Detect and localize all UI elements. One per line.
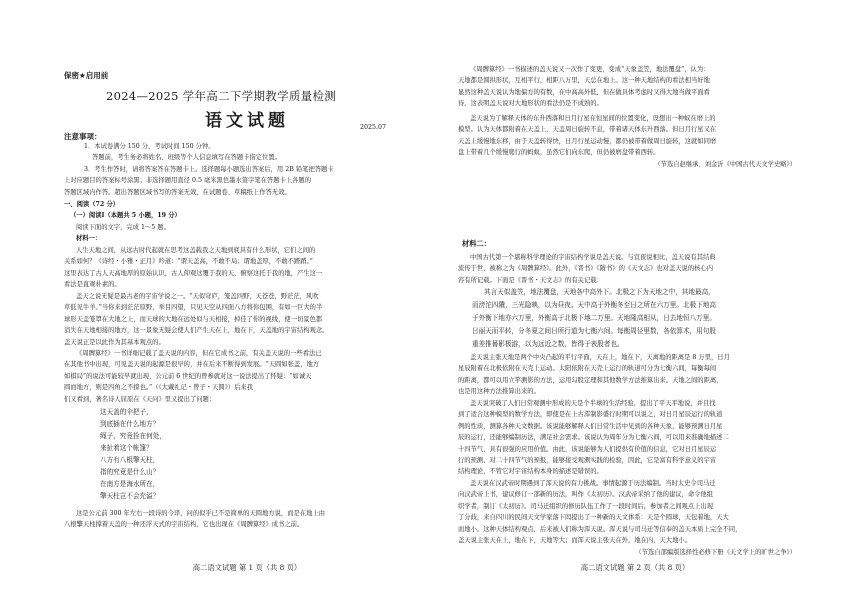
source-block <box>458 547 824 558</box>
material-label: 材料二： <box>462 239 491 248</box>
paragraph-6 <box>458 478 824 546</box>
paragraph-1 <box>64 245 430 291</box>
text-line: 消失在天地相接的地方，这一景象无疑会使人们产生天在上，地在下，天盖地的宇宙结构观念。 <box>64 327 329 335</box>
paragraph-5 <box>458 398 824 478</box>
text-line: 显然这种盖天说认为地偏方的有数，在中高高外低，但在做具体考虑时又得大地当做平面看 <box>458 88 710 96</box>
text-line: 了分歧，来自四川的民间天文学家落下闳提出了一种新的天文体系：天是个圆球，天包着地，天大 <box>458 514 729 522</box>
text-line: 圆而地方，则是四角之不揜也。”（《大戴礼记・曾子・天圆》）后来我 <box>64 384 253 392</box>
text-line: 天地都是圆拱形状，互相平行，相距八万里，天总在地上。这一种天地结构的看法相当好地 <box>458 77 710 85</box>
quote-line: 于外衡下地亦六万里，外衡高于北极下地二万里。天地隆高相从，日去地恒八万里。 <box>472 314 716 322</box>
source-citation: （节选自部编版选择性必修下册《天文学上的旷世之争》） <box>635 549 796 556</box>
text-line: 球形天盖笼罩在大地之上，而天球的大地在远处似与天相接，掉佳了你的视线，使一切景色都 <box>64 315 323 323</box>
poem-line: 到底插在什么地方？ <box>100 420 160 428</box>
text-line: 结构理论，不管它对宇宙结构本身的描述是错误的。 <box>458 468 603 476</box>
text-line: 盖天说在汉武帝时期遇到了浑天说的有力挑战。事情起源于历法编制。当时太史令司马迁 <box>470 480 716 487</box>
notes-heading: 注意事项： <box>64 132 102 141</box>
text-line: 盖天之说无疑是最古老的宇宙学说之一。“天似穹庐，笼盖四野，天苍苍，野茫茫，风吹 <box>76 293 319 300</box>
note-line: 上对应题目的答案标号涂黑；非选择题用直径 0.5 毫米黑色墨水签字笔在答题卡上各题的 <box>64 177 312 185</box>
page-1 <box>60 0 434 608</box>
text-line: 中国古代第一个堪称科学理论的宇宙结构学说是盖天说。与宣夜说相比，盖天说有其结典 <box>470 254 716 261</box>
text-line: 《周髀算经》一书详细记载了盖天说的内容，但在它成书之前，有关盖天说的一些看法已 <box>76 350 322 357</box>
poem-line: 擎天柱岂不会充溢？ <box>100 492 160 500</box>
quote-line: 而滂沱四隤，三光隐映，以为昼夜。天中高于外衡冬至日之所在六万里。北极下地高 <box>472 301 716 309</box>
text-line: 草低见牛羊。”当你来到茫茫原野，举目四望，只见天空从四面八方将你包围，有如一巨大的半 <box>64 304 323 312</box>
exam-date: 2025.07 <box>360 124 387 131</box>
text-line: 到了适合这种模型的数学方法，即使是在上古浑制影盛行时期可以说之，对日月星辰运行的轨道 <box>458 411 723 419</box>
text-line: 盖天说主张天在上，地在下，天地等大；而浑天说主张天在外，地在内，天大地小。 <box>458 537 691 545</box>
note-line: 1．本试卷满分 150 分，考试时间 150 分钟。 <box>84 143 215 150</box>
quote-line: 重差推晷影极游，以为远近之数，皆得于表股者也。 <box>472 340 624 348</box>
text-line: 八根擎天柱撑着天盖的一种还浮天式的宇宙结构，它也出现在《周髀算经》成书之前。 <box>64 521 304 529</box>
text-line: 盖天说主张天地是两个中央凸起的平行平面，天在上，地在下，天离地的距离是 8 万里，日月 <box>470 354 730 361</box>
text-line: 也是用这种方法推算出来的。 <box>458 388 540 396</box>
material-label: 材料一： <box>76 235 102 243</box>
text-line: 盖天说为了解释天体的东升西落和日月行星在恒星间的位置变化，设想出一种蚁在磨上的 <box>470 115 716 122</box>
text-line: 看法是直观朴素的。 <box>64 281 121 289</box>
text-line: 在其他书中出现，可见盖天说的起源是很早的，并在后来不断得到发展。“天圆如张盖，地方 <box>64 361 320 369</box>
text-line: 十四节气，具有很强的应用价值。由此，该说能够为人们提供有价值的信息，它对日月星辰运 <box>458 445 717 453</box>
poem-line: 这天盖的伞把子， <box>100 408 153 416</box>
page-footer: 高二语文试题 第 2 页（共 8 页） <box>580 563 690 572</box>
paragraph-1 <box>458 64 824 110</box>
page-footer: 高二语文试题 第 1 页（共 8 页） <box>192 563 302 572</box>
poem-line: 来扯着这个帐篷？ <box>100 444 153 452</box>
text-line: 模型。认为天体都附着在天盖上，天盖周日旋转不息，带着诸天体东升西落。但日月行星又在 <box>458 126 717 134</box>
text-line: 行的预测、对二十四节气的预报，能够接受观测实践的检验，因此，它是富有科学意义的宇宙 <box>458 457 717 465</box>
text-line: 星辰附着在北极依附在天壳上运动。太阳依附在天壳上运行的轨道可分为七衡六间，每衡每间 <box>458 365 717 373</box>
paragraph-4 <box>458 352 824 398</box>
reading-header <box>64 199 430 245</box>
section-heading: 一、阅读（72 分） <box>64 201 120 208</box>
poem-line: 在南方是海水所在， <box>100 480 160 488</box>
paragraph-3 <box>458 252 824 286</box>
note-line: 3．考生作答时，请将答案答在答题卡上。选择题每小题选出答案后，用 2B 铅笔把答题卡 <box>84 165 334 173</box>
text-line: 流传于世，被称之为《周髀算经》。此外，《晋书》《隋书》的《天文志》也对盖天说的核心内 <box>458 265 714 273</box>
text-line: 《周髀算经》一书描述的盖天说又一次作了变更，变成“天象盖笠，地法覆盘”，认为： <box>470 66 710 73</box>
text-line: 待，这表明盖天说对大地形状的看法仍是不成熟的。 <box>458 100 603 108</box>
page-2 <box>454 0 816 608</box>
paragraph-2 <box>64 291 430 348</box>
text-line: 盖天说正是以此作为其基本观点的。 <box>64 338 165 346</box>
text-line: 人生天地之间，从远古时代起就在思考这盖载我之天地到底具有什么形状，它们之间的 <box>76 247 316 254</box>
quote-line: 日丽天而平转，分冬夏之间日所行道为七衡六间。每衡周径里数，各依算术，用句股 <box>472 327 716 335</box>
paragraph-3 <box>64 348 430 405</box>
paragraph-4 <box>64 508 430 531</box>
text-line: 的距离，都可以用立竿测影的方法，运用勾股定理和其他数学方法推算出来。天地之间的距离， <box>458 376 723 384</box>
text-line: 织学者，制订《太初历》。司马迁组织的修历队伍工作了一段时间后，参加者之间观点上出现 <box>458 502 714 510</box>
notes-list <box>64 141 430 198</box>
note-line: 答题区域内作答。超出答题区域书写的答案无效，在试题卷、草稿纸上作答无效。 <box>64 188 291 196</box>
quote-line: 其言天似盖笠，地法覆盘，天地各中高外下。北极之下为天地之中，其地最高， <box>484 288 715 296</box>
text-line: 这是公元前 300 年左右一段诗的今译，问的似乎已不是简单的天圆地方说，而是在地上由 <box>76 510 326 517</box>
text-line: 天盖上缓慢地东移，由于天盖转得快，日月行星运动慢，都仍被带着做周日旋转，这就如同磨 <box>458 137 717 145</box>
book-quotation <box>472 286 800 351</box>
text-line: 关系如何？《诗经・小雅・正月》吟道：“谓天盖高，不敢不局；谓地盖厚，不敢不蹐蹐。” <box>64 258 313 266</box>
text-line: 如棋局”的说法可能较早就出现，公元前 6 世纪的曾参就对这一说法提出了怀疑：“如诚天 <box>64 372 312 380</box>
source-citation: （节选自赵继承、刘金沂《中国古代天文学史略》） <box>654 160 796 168</box>
instruction: 阅读下面的文字，完成 1～5 题。 <box>76 223 170 231</box>
subject-title: 语文试题 <box>205 111 289 131</box>
poem-line: 八方有八根擎天柱， <box>100 456 160 464</box>
paragraph-2 <box>458 113 824 170</box>
confidential-seal: 保密★启用前 <box>64 71 109 80</box>
text-line: 例的性质，测算各种天文数据。该说能够解释人们日常生活中见到的各种天象，能够预测日月星 <box>458 422 723 430</box>
text-line: 而地小。这种天体结构观点，后来被人们称为浑天说。浑天说与司马迁等信奉的盖天本质上完全不同， <box>458 525 742 533</box>
poem-translation <box>100 406 400 502</box>
text-line: 向汉武帝上书，建议修订一部新的历法，叫作《太初历》。汉武帝采纳了他的建议，命令他组 <box>458 491 714 499</box>
text-line: 盖天说突破了人们日常观测中形成的天是个半球的生活经验，提出了平天平地说，并且找 <box>470 400 716 407</box>
subsection-heading: （一）阅读Ⅰ（本题共 5 小题，19 分） <box>70 212 181 220</box>
text-line: 们又看到，著名诗人屈原在《天问》里又提出了问题： <box>64 395 216 403</box>
text-line: 容有所记载。下面是《晋书・天文志》的有关记载： <box>458 276 603 284</box>
text-line: 辰的运行，还能够编制历法，满足社会需求。该说认为周年分为七衡六间，可以用来准确地描述二 <box>458 434 729 442</box>
note-line: 答题前，考生务必将姓名、班级等个人信息填写在答题卡指定位置。 <box>92 154 281 162</box>
poem-line: 指的究竟是什么山？ <box>100 468 160 476</box>
poem-line: 绳子，究竟拴在何处， <box>100 432 166 440</box>
exam-title: 2024—2025 学年高二下学期教学质量检测 <box>106 89 337 103</box>
text-line: 这里表达了古人天高地厚的原始认识，古人仰观这覆于我的天，俯察这托于我的地，产生这一 <box>64 269 323 277</box>
text-line: 盘上带着几个缓慢爬行的蚂蚁，虽然它们向东爬，但仍被磨盘带着西转。 <box>458 149 660 157</box>
